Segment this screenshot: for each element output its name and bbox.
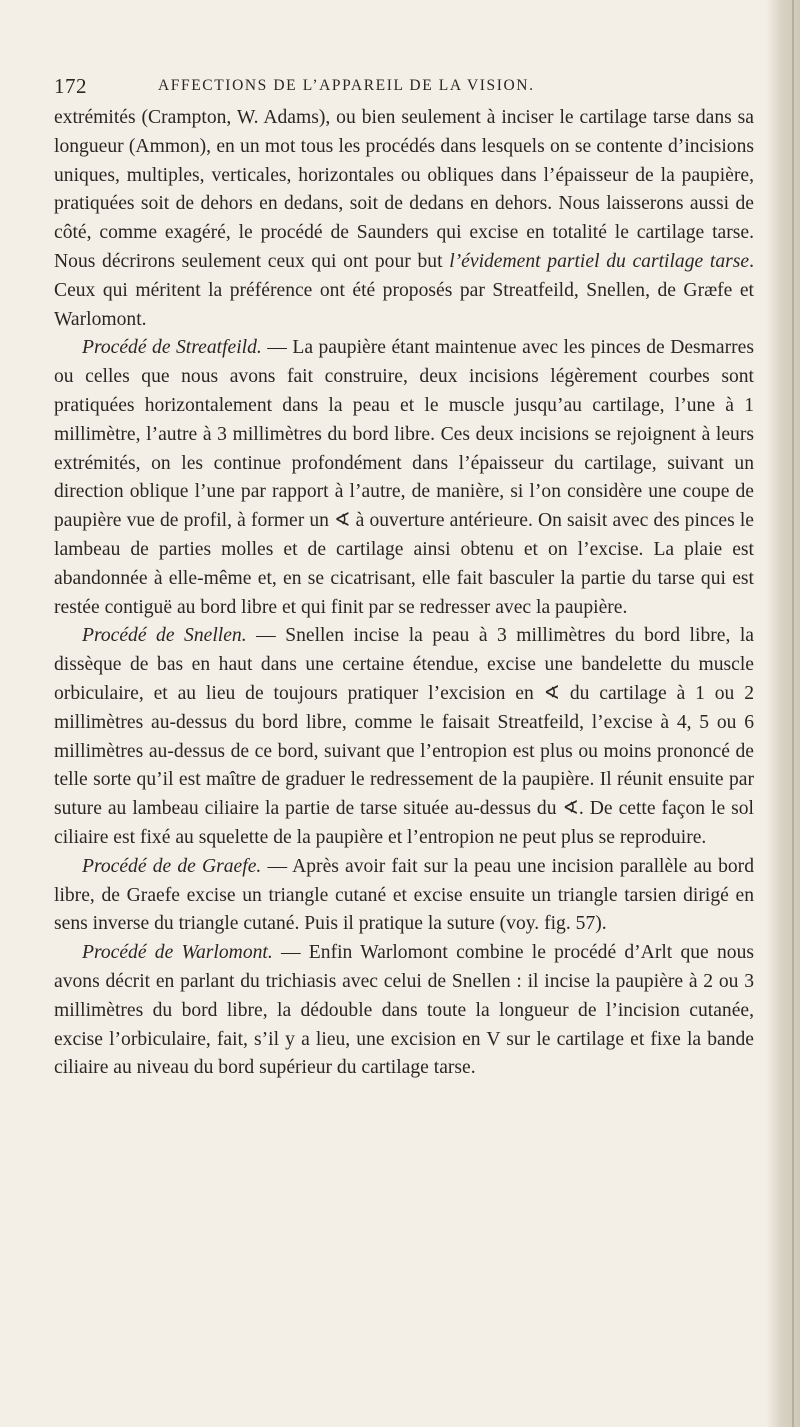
text-run: — Snellen incise la peau à 3 millimètres du bord libre, la dissèque de bas en haut dans une certaine étendue, excise une bandelette du muscle orbiculaire, et au lieu de toujours pratiquer l’excision en ∢ du cartilage à 1 ou 2 millimètres au-dessus du bord libre, comme le faisait Streatfeild, l’excise à 4, 5 ou 6 millimètres au-dessus de ce bord, suivant que l’entropion est plus ou moins prononcé de telle sorte qu’il est maître de graduer le redressement de la paupière. Il réunit ensuite par suture au lambeau ciliaire la partie de tarse située au-dessus du ∢. De cette façon le sol ciliaire est fixé au squelette de la paupière et l’entropion ne peut plus se reproduire.	[54, 625, 754, 848]
page-number: 172	[54, 74, 87, 98]
section-heading: Procédé de Warlomont.	[82, 942, 273, 964]
paragraph-continuation	[54, 104, 754, 334]
page-edge-shadow	[766, 0, 800, 1427]
emphasis-text: l’évidement partiel du cartilage tarse	[449, 250, 750, 272]
running-title: AFFECTIONS DE L’APPAREIL DE LA VISION.	[158, 77, 535, 94]
section-heading: Procédé de de Graefe.	[82, 855, 262, 877]
text-run: . Ceux qui méritent la préférence ont été proposés par Streatfeild, Snellen, de Græfe et Warlomont.	[54, 250, 754, 330]
text-run: — Après avoir fait sur la peau une incision parallèle au bord libre, de Graefe excise un triangle cutané et excise ensuite un triangle tarsien dirigé en sens inverse du triangle cutané. Puis il pratique la suture (voy. fig. 57).	[54, 855, 754, 935]
section-heading: Procédé de Streatfeild.	[82, 337, 262, 359]
paragraph-warlomont	[54, 939, 754, 1083]
text-run: — La paupière étant maintenue avec les pinces de Desmarres ou celles que nous avons fait construire, deux incisions légèrement courbes sont pratiquées horizontalement dans la peau et le muscle jusqu’au cartilage, l’une à 1 millimètre, l’autre à 3 millimètres du bord libre. Ces deux incisions se rejoignent à leurs extrémités, on les continue profondément dans l’épaisseur du cartilage, suivant un direction oblique l’une par rapport à l’autre, de manière, si l’on considère une coupe de paupière vue de profil, à former un ∢ à ouverture antérieure. On saisit avec des pinces le lambeau de parties molles et de cartilage ainsi obtenu et on l’excise. La plaie est abandonnée à elle-même et, en se cicatrisant, elle fait basculer la partie du tarse qui est restée contiguë au bord libre et qui finit par se redresser avec la paupière.	[54, 337, 754, 618]
paragraph-streatfeild	[54, 334, 754, 622]
text-run: — Enfin Warlomont combine le procédé d’Arlt que nous avons décrit en parlant du trichiasis avec celui de Snellen : il incise la paupière à 2 ou 3 millimètres du bord libre, la dédouble dans toute la longueur de l’incision cutanée, excise l’orbiculaire, fait, s’il y a lieu, une excision en V sur le cartilage et fixe la bande ciliaire au niveau du bord supérieur du cartilage tarse.	[54, 942, 754, 1079]
paragraph-snellen	[54, 622, 754, 852]
paragraph-graefe	[54, 853, 754, 939]
text-run: extrémités (Crampton, W. Adams), ou bien seulement à inciser le cartilage tarse dans sa longueur (Ammon), en un mot tous les procédés dans lesquels on se contente d’incisions uniques, multiples, verticales, horizontales ou obliques dans l’épaisseur de la paupière, pratiquées soit de dehors en dedans, soit de dedans en dehors. Nous laisserons aussi de côté, comme exagéré, le procédé de Saunders qui excise en totalité le cartilage tarse. Nous décrirons seulement ceux qui ont pour but	[54, 107, 754, 272]
page-edge-line	[792, 0, 794, 1427]
running-header	[54, 74, 754, 102]
section-heading: Procédé de Snellen.	[82, 625, 247, 647]
body-text	[54, 104, 754, 1083]
